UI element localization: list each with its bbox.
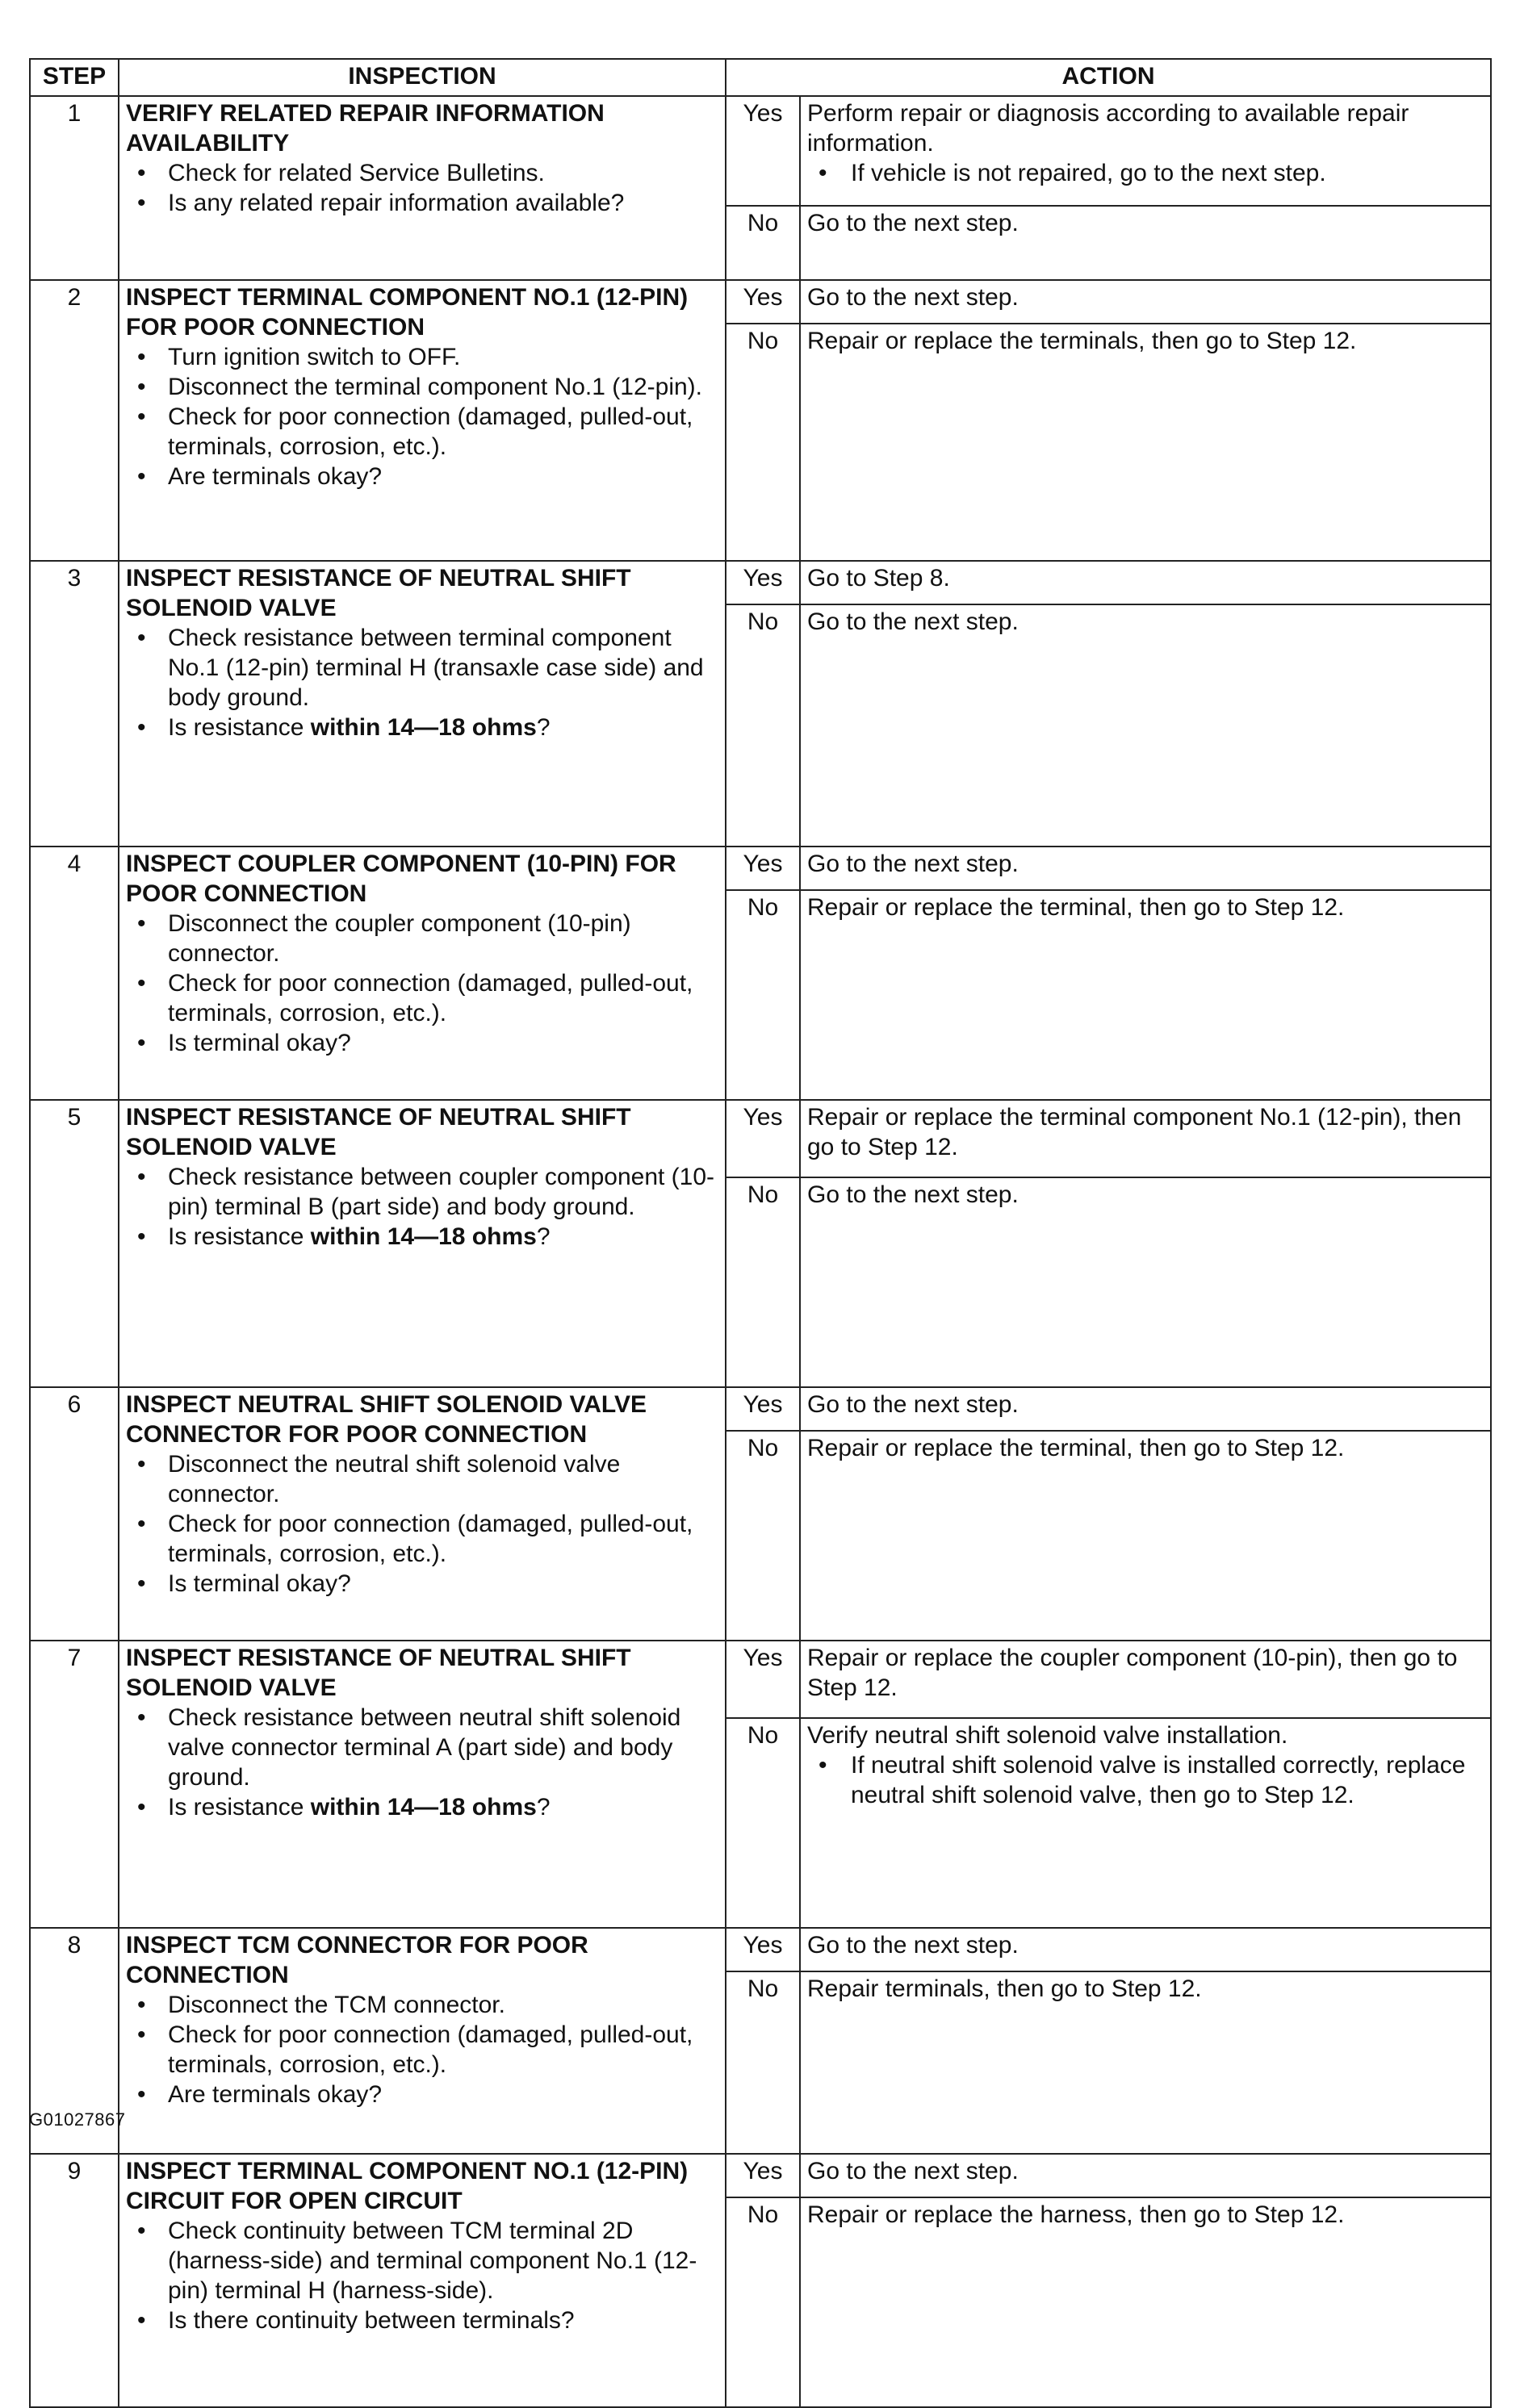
yes-action-bullets [807, 158, 1484, 188]
inspection-bullets [126, 1990, 718, 2109]
yes-label: Yes [726, 96, 800, 206]
inspection-bullets [126, 342, 718, 491]
yes-action-text: Go to the next step. [807, 2158, 1019, 2184]
inspection-bullet: • Check for poor connection (damaged, pulled-out, terminals, corrosion, etc.). [126, 968, 718, 1028]
inspection-bullet: • Check for poor connection (damaged, pulled-out, terminals, corrosion, etc.). [126, 2020, 718, 2080]
question-mark: ? [536, 1223, 551, 1250]
inspection-bullet: • Check continuity between TCM terminal 2D (harness-side) and terminal component No.1 (12-pin) terminal H (harness-side). [126, 2216, 718, 2306]
inspection-title: INSPECT TCM CONNECTOR FOR POOR CONNECTION [126, 1932, 588, 1988]
table-row [30, 561, 1491, 604]
step-number: 6 [30, 1387, 119, 1641]
no-action-bullet: • If neutral shift solenoid valve is installed correctly, replace neutral shift solenoid valve, then go to Step 12. [807, 1750, 1484, 1810]
inspection-bullet: • Are terminals okay? [126, 2080, 718, 2109]
question-text: Is resistance [168, 714, 311, 741]
table-row [30, 2154, 1491, 2197]
table-row [30, 1928, 1491, 1971]
step-number: 9 [30, 2154, 119, 2407]
no-action-text: Repair or replace the harness, then go to Step 12. [807, 2201, 1345, 2228]
no-action-text: Repair terminals, then go to Step 12. [807, 1975, 1202, 2002]
no-action [800, 604, 1491, 847]
inspection-bullet: • Disconnect the coupler component (10-pin) connector. [126, 909, 718, 968]
no-label: No [726, 890, 800, 1100]
no-action [800, 2197, 1491, 2407]
no-label: No [726, 206, 800, 280]
table-row [30, 1100, 1491, 1177]
inspection-bullets [126, 1703, 718, 1822]
yes-action-bullet: • If vehicle is not repaired, go to the next step. [807, 158, 1484, 188]
table-row [30, 96, 1491, 206]
yes-action [800, 2154, 1491, 2197]
no-action-text: Verify neutral shift solenoid valve installation. [807, 1722, 1288, 1749]
no-label: No [726, 1971, 800, 2154]
no-action [800, 206, 1491, 280]
inspection-question [126, 1222, 718, 1252]
inspection-bullet: • Is there continuity between terminals? [126, 2306, 718, 2335]
no-action-text: Repair or replace the terminal, then go to Step 12. [807, 894, 1345, 921]
no-action [800, 1177, 1491, 1387]
header-inspection: INSPECTION [119, 59, 726, 96]
no-label: No [726, 1177, 800, 1387]
inspection-bullet: • Check for related Service Bulletins. [126, 158, 718, 188]
table-body [30, 96, 1491, 2407]
yes-action-text: Go to the next step. [807, 851, 1019, 877]
resistance-spec: within 14—18 ohms [310, 1223, 537, 1250]
step-number: 4 [30, 847, 119, 1100]
step-number: 5 [30, 1100, 119, 1387]
yes-action [800, 1100, 1491, 1177]
yes-label: Yes [726, 2154, 800, 2197]
inspection-title: INSPECT RESISTANCE OF NEUTRAL SHIFT SOLENOID VALVE [126, 1645, 631, 1701]
inspection-bullets [126, 909, 718, 1058]
no-action [800, 1431, 1491, 1641]
no-label: No [726, 604, 800, 847]
yes-label: Yes [726, 280, 800, 324]
yes-action-text: Go to Step 8. [807, 565, 950, 592]
step-number: 3 [30, 561, 119, 847]
step-number: 7 [30, 1641, 119, 1928]
table-row [30, 1387, 1491, 1431]
inspection-bullet: • Disconnect the terminal component No.1 (12-pin). [126, 372, 718, 402]
inspection-cell [119, 1387, 726, 1641]
question-mark: ? [536, 714, 551, 741]
inspection-bullets [126, 2216, 718, 2335]
inspection-bullet: • Check resistance between neutral shift solenoid valve connector terminal A (part side) and body ground. [126, 1703, 718, 1792]
yes-label: Yes [726, 1641, 800, 1718]
question-text: Is resistance [168, 1794, 311, 1821]
no-action [800, 1971, 1491, 2154]
question-mark: ? [536, 1794, 551, 1821]
no-action-bullets [807, 1750, 1484, 1810]
inspection-bullets [126, 1449, 718, 1599]
resistance-spec: within 14—18 ohms [310, 1794, 537, 1821]
yes-action-text: Go to the next step. [807, 284, 1019, 311]
step-number: 2 [30, 280, 119, 561]
no-action-text: Go to the next step. [807, 608, 1019, 635]
yes-action-text: Go to the next step. [807, 1391, 1019, 1418]
inspection-question [126, 1792, 718, 1822]
inspection-bullet: • Is terminal okay? [126, 1569, 718, 1599]
inspection-bullet: • Are terminals okay? [126, 462, 718, 491]
no-action [800, 890, 1491, 1100]
yes-action-text: Go to the next step. [807, 1932, 1019, 1959]
inspection-title: INSPECT RESISTANCE OF NEUTRAL SHIFT SOLENOID VALVE [126, 1104, 631, 1160]
resistance-spec: within 14—18 ohms [310, 714, 537, 741]
figure-code: G01027867 [29, 2109, 126, 2130]
inspection-cell [119, 96, 726, 280]
inspection-bullet: • Disconnect the neutral shift solenoid valve connector. [126, 1449, 718, 1509]
table-row [30, 1641, 1491, 1718]
table-row [30, 280, 1491, 324]
inspection-bullets [126, 1162, 718, 1252]
inspection-bullet: • Turn ignition switch to OFF. [126, 342, 718, 372]
no-action-text: Repair or replace the terminals, then go to Step 12. [807, 328, 1357, 354]
yes-action [800, 1387, 1491, 1431]
inspection-bullet: • Is any related repair information available? [126, 188, 718, 218]
no-action-text: Go to the next step. [807, 1181, 1019, 1208]
table-row [30, 847, 1491, 890]
yes-label: Yes [726, 1928, 800, 1971]
inspection-bullet: • Check resistance between terminal component No.1 (12-pin) terminal H (transaxle case side) and body ground. [126, 623, 718, 713]
diagnostic-table [29, 58, 1492, 2408]
yes-label: Yes [726, 847, 800, 890]
step-number: 1 [30, 96, 119, 280]
inspection-title: INSPECT RESISTANCE OF NEUTRAL SHIFT SOLENOID VALVE [126, 565, 631, 621]
inspection-cell [119, 1100, 726, 1387]
no-action [800, 1718, 1491, 1928]
header-step: STEP [30, 59, 119, 96]
inspection-title: INSPECT TERMINAL COMPONENT NO.1 (12-PIN) CIRCUIT FOR OPEN CIRCUIT [126, 2158, 689, 2214]
inspection-bullet: • Disconnect the TCM connector. [126, 1990, 718, 2020]
no-action-text: Go to the next step. [807, 210, 1019, 236]
inspection-bullet: • Check for poor connection (damaged, pulled-out, terminals, corrosion, etc.). [126, 402, 718, 462]
yes-action-text: Perform repair or diagnosis according to available repair information. [807, 100, 1409, 157]
yes-action-text: Repair or replace the terminal component No.1 (12-pin), then go to Step 12. [807, 1104, 1462, 1160]
inspection-bullets [126, 623, 718, 742]
yes-label: Yes [726, 1100, 800, 1177]
no-action-text: Repair or replace the terminal, then go to Step 12. [807, 1435, 1345, 1461]
yes-action [800, 847, 1491, 890]
inspection-title: INSPECT NEUTRAL SHIFT SOLENOID VALVE CONNECTOR FOR POOR CONNECTION [126, 1391, 647, 1448]
inspection-title: INSPECT COUPLER COMPONENT (10-PIN) FOR POOR CONNECTION [126, 851, 676, 907]
diagnostic-procedure-document [29, 58, 1490, 2408]
inspection-bullet: • Check resistance between coupler component (10-pin) terminal B (part side) and body ground. [126, 1162, 718, 1222]
header-action: ACTION [726, 59, 1491, 96]
yes-action [800, 561, 1491, 604]
inspection-question [126, 713, 718, 742]
yes-action [800, 1928, 1491, 1971]
no-label: No [726, 1431, 800, 1641]
inspection-bullets [126, 158, 718, 218]
inspection-title: INSPECT TERMINAL COMPONENT NO.1 (12-PIN) FOR POOR CONNECTION [126, 284, 689, 341]
inspection-cell [119, 2154, 726, 2407]
no-label: No [726, 2197, 800, 2407]
yes-label: Yes [726, 561, 800, 604]
inspection-title: VERIFY RELATED REPAIR INFORMATION AVAILABILITY [126, 100, 605, 157]
question-text: Is resistance [168, 1223, 311, 1250]
yes-label: Yes [726, 1387, 800, 1431]
no-label: No [726, 324, 800, 561]
yes-action-text: Repair or replace the coupler component (10-pin), then go to Step 12. [807, 1645, 1458, 1701]
inspection-cell [119, 280, 726, 561]
inspection-bullet: • Is terminal okay? [126, 1028, 718, 1058]
no-action [800, 324, 1491, 561]
yes-action [800, 1641, 1491, 1718]
inspection-cell [119, 847, 726, 1100]
step-number: 8 [30, 1928, 119, 2154]
no-label: No [726, 1718, 800, 1928]
inspection-cell [119, 561, 726, 847]
inspection-bullet: • Check for poor connection (damaged, pulled-out, terminals, corrosion, etc.). [126, 1509, 718, 1569]
yes-action [800, 280, 1491, 324]
inspection-cell [119, 1641, 726, 1928]
table-header-row [30, 59, 1491, 96]
yes-action [800, 96, 1491, 206]
inspection-cell [119, 1928, 726, 2154]
